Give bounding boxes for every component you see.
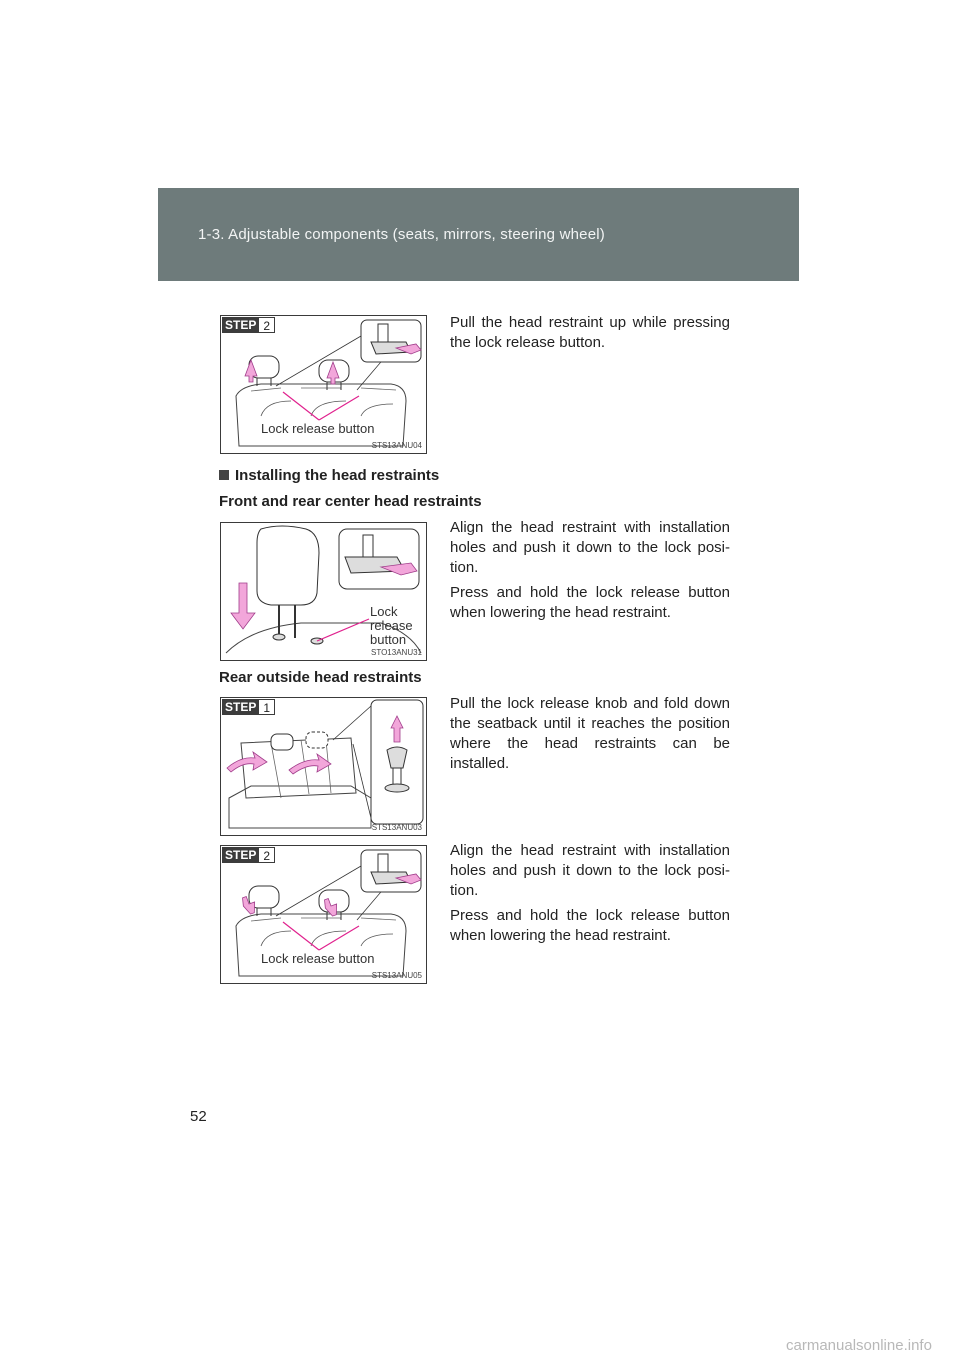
paragraph-align-1: Align the head restraint with installation holes and push it down to the lock posi-tion. [450,519,730,576]
sub-heading-rear-outside: Rear outside head restraints [219,669,422,686]
paragraph-pull-knob: Pull the lock release knob and fold down the seatback until it reaches the position where the head restraints can be installed. [450,695,730,772]
figure-code: STS13ANU04 [371,441,422,450]
section-title: 1-3. Adjustable components (seats, mirrors, steering wheel) [198,226,605,243]
figure-step1-fold [220,697,427,836]
watermark: carmanualsonline.info [786,1337,932,1354]
page-number: 52 [190,1108,207,1125]
figure-center-install [220,522,427,661]
step-badge: STEP 1 [222,699,275,715]
lock-release-label: Lock release button [261,421,375,436]
figure-step2-remove [220,315,427,454]
paragraph-align-2: Align the head restraint with installation holes and push it down to the lock posi-tion. [450,842,730,899]
paragraph-press-hold-1: Press and hold the lock release button when lowering the head restraint. [450,584,730,621]
section-heading: Installing the head restraints [219,467,439,484]
figure-code: STS13ANU05 [371,971,422,980]
figure-code: STS13ANU03 [371,823,422,832]
bullet-square-icon [219,470,229,480]
seatback-illustration [221,698,426,835]
sub-heading-front-rear-center: Front and rear center head restraints [219,493,482,510]
paragraph-pull-up: Pull the head restraint up while pressing the lock release button. [450,314,730,351]
figure-step2-install [220,845,427,984]
step-badge: STEP 2 [222,317,275,333]
paragraph-press-hold-2: Press and hold the lock release button when lowering the head restraint. [450,907,730,944]
lock-release-label: Lock release button [261,951,375,966]
step-badge: STEP 2 [222,847,275,863]
figure-code: STO13ANU31 [371,648,422,657]
lock-release-label: Lock release button [370,604,413,647]
